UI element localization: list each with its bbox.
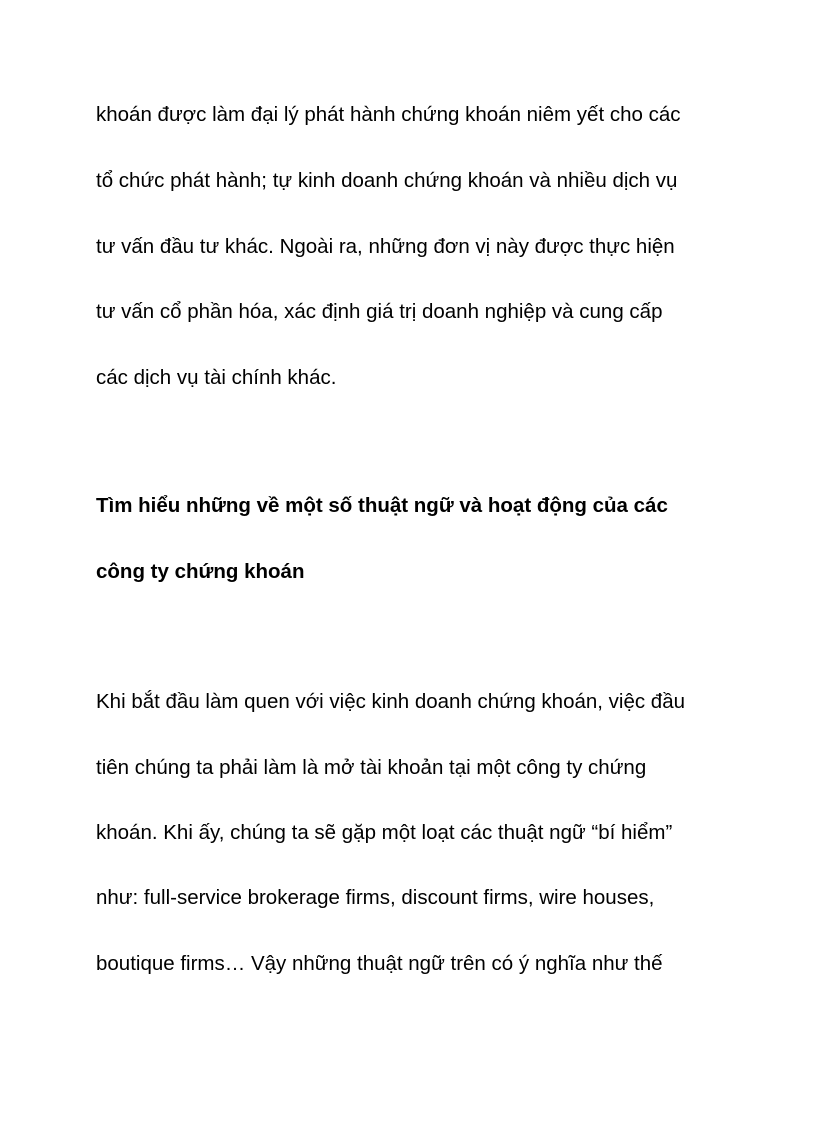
paragraph-line: tư vấn đầu tư khác. Ngoài ra, những đơn vị này được thực hiện (96, 235, 675, 258)
paragraph-line: khoán. Khi ấy, chúng ta sẽ gặp một loạt các thuật ngữ “bí hiểm” (96, 821, 673, 844)
paragraph-line: tư vấn cổ phần hóa, xác định giá trị doanh nghiệp và cung cấp (96, 300, 663, 323)
paragraph-line: như: full-service brokerage firms, discount firms, wire houses, (96, 886, 655, 909)
paragraph-line: khoán được làm đại lý phát hành chứng khoán niêm yết cho các (96, 103, 681, 126)
paragraph-line: tiên chúng ta phải làm là mở tài khoản tại một công ty chứng (96, 756, 647, 779)
heading-line: Tìm hiểu những về một số thuật ngữ và hoạt động của các (96, 494, 668, 517)
paragraph-line: các dịch vụ tài chính khác. (96, 366, 337, 389)
paragraph-line: boutique firms… Vậy những thuật ngữ trên có ý nghĩa như thế (96, 952, 663, 975)
paragraph-line: tổ chức phát hành; tự kinh doanh chứng khoán và nhiều dịch vụ (96, 169, 678, 192)
paragraph-line: Khi bắt đầu làm quen với việc kinh doanh chứng khoán, việc đầu (96, 690, 686, 713)
heading-line: công ty chứng khoán (96, 560, 305, 583)
